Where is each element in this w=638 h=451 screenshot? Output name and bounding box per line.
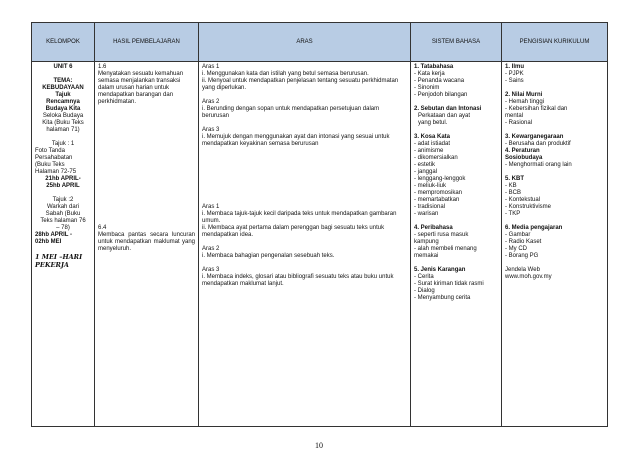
sistem-4-title: 4. Peribahasa bbox=[414, 225, 453, 231]
table-header-row bbox=[32, 23, 608, 62]
sistem-5-items: - Cerita - Surat kiriman tidak rasmi - Dialog - Menyambung cerita bbox=[414, 274, 484, 301]
pengisian-1-title: 1. Ilmu bbox=[505, 64, 525, 70]
header-sistem-bahasa: SISTEM BAHASA bbox=[411, 23, 502, 62]
lesson-plan-table bbox=[31, 22, 608, 427]
aras-2-title: Aras 2 bbox=[202, 99, 220, 105]
buku-ref: Seloka Budaya Kita (Buku Teks halaman 71) bbox=[42, 113, 84, 133]
header-pengisian-kurikulum: PENGISIAN KURIKULUM bbox=[502, 23, 608, 62]
sistem-bahasa-cell bbox=[411, 62, 502, 427]
sistem-4-items: - seperti rusa masuk kampung - alah membeli menang memakai bbox=[414, 232, 477, 259]
tajuk1-text: Foto Tanda Persahabatan (Buku Teks Halaman 72-75 bbox=[35, 148, 77, 175]
aras-1-text: i. Menggunakan kata dan istilah yang betul semasa berurusan. ii. Menyoal untuk mendapatkan penjelasan tentang sesuatu perkhidmatan yang diperlukan. bbox=[202, 71, 399, 91]
tema-label: TEMA: KEBUDAYAAN bbox=[42, 78, 84, 91]
aras-cell bbox=[199, 62, 411, 427]
aras-b1-text: i. Membaca tajuk-tajuk kecil daripada teks untuk mendapatkan gambaran umum. ii. Membaca ayat pertama dalam perenggan bagi sesuatu teks untuk mendapatkan idea. bbox=[202, 211, 397, 238]
pengisian-1-items: - PJPK - Sains bbox=[505, 71, 524, 84]
pengisian-6-items: - Gambar - Radio Kaset - My CD - Borang PG bbox=[505, 232, 542, 259]
pengisian-2-items: - Hemah tinggi - Kebersihan fizikal dan mental - Rasional bbox=[505, 99, 568, 126]
unit-label: UNIT 6 bbox=[53, 64, 73, 70]
sistem-1-items: - Kata kerja - Penanda wacana - Sinonim - Penjodoh bilangan bbox=[414, 71, 468, 98]
hasil-2-text: Membaca pantas secara luncuran untuk mendapatkan maklumat yang menyeluruh. bbox=[98, 232, 195, 252]
aras-b2-text: i. Membaca bahagian pengenalan sesebuah teks. bbox=[202, 253, 335, 259]
date-range-2: 28hb APRIL - 02hb MEI bbox=[35, 232, 73, 245]
pengisian-4-title: 4. Peraturan Sosiobudaya bbox=[505, 148, 543, 161]
header-kelompok: KELOMPOK bbox=[32, 23, 95, 62]
sistem-2-items: Perkataan dan ayat yang betul. bbox=[418, 113, 471, 126]
sistem-5-title: 5. Jenis Karangan bbox=[414, 267, 466, 273]
hasil-1-number: 1.6 bbox=[98, 64, 107, 70]
page-number: 10 bbox=[315, 441, 323, 450]
hari-pekerja-note: 1 MEI –HARI PEKERJA bbox=[35, 253, 83, 269]
aras-1-title: Aras 1 bbox=[202, 64, 220, 70]
date-range-1: 21hb APRIL- 25hb APRIL bbox=[45, 176, 81, 189]
hasil-2-number: 6.4 bbox=[98, 225, 107, 231]
tajuk1-label: Tajuk : 1 bbox=[51, 141, 75, 147]
header-aras: ARAS bbox=[199, 23, 411, 62]
aras-3-title: Aras 3 bbox=[202, 127, 220, 133]
pengisian-6-title: 6. Media pengajaran bbox=[505, 225, 563, 231]
pengisian-2-title: 2. Nilai Murni bbox=[505, 92, 543, 98]
header-hasil-pembelajaran: HASIL PEMBELAJARAN bbox=[95, 23, 199, 62]
website-link[interactable]: www.moh.gov.my bbox=[505, 274, 552, 280]
aras-2-text: i. Berunding dengan sopan untuk mendapatkan persetujuan dalam berurusan bbox=[202, 106, 380, 119]
pengisian-5-title: 5. KBT bbox=[505, 176, 525, 182]
kelompok-cell bbox=[32, 62, 95, 427]
jendela-web-label: Jendela Web bbox=[505, 267, 540, 273]
aras-b3-title: Aras 3 bbox=[202, 267, 220, 273]
sistem-3-title: 3. Kosa Kata bbox=[414, 134, 451, 140]
pengisian-cell bbox=[502, 62, 608, 427]
aras-b3-text: i. Membaca indeks, glosari atau bibliografi sesuatu teks atau buku untuk mendapatkan maklumat lanjut. bbox=[202, 274, 394, 287]
tajuk-title: Rencamnya Budaya Kita bbox=[45, 99, 81, 112]
sistem-1-title: 1. Tatabahasa bbox=[414, 64, 454, 70]
hasil-1-text: Menyatakan sesuatu kemahuan semasa menjalankan transaksi dalam urusan harian untuk mendapatkan barangan dan perkhidmatan. bbox=[98, 71, 184, 105]
pengisian-4-items: - Menghormati orang lain bbox=[505, 162, 572, 168]
pengisian-3-items: - Berusaha dan produktif bbox=[505, 141, 571, 147]
sistem-2-title: 2. Sebutan dan Intonasi bbox=[414, 106, 482, 112]
tajuk-label: Tajuk bbox=[55, 92, 71, 98]
aras-b1-title: Aras 1 bbox=[202, 204, 220, 210]
table-row bbox=[32, 62, 608, 427]
aras-b2-title: Aras 2 bbox=[202, 246, 220, 252]
aras-3-text: i. Memujuk dengan menggunakan ayat dan intonasi yang sesuai untuk mendapatkan keyakinan semasa berurusan bbox=[202, 134, 390, 147]
hasil-cell bbox=[95, 62, 199, 427]
tajuk2-text: Tajuk :2 Warkah dari Sabah (Buku Teks halaman 76 – 78) bbox=[40, 197, 86, 231]
pengisian-5-items: - KB - BCB - Kontekstual - Konstruktivisme - TKP bbox=[505, 183, 552, 217]
sistem-3-items: - adat istiadat - animisme - dikomersialkan - estetik - janggal - lenggang-lenggok - meliuk-liuk - mempromosikan - memartabatkan - tradisional - warisan bbox=[414, 141, 466, 217]
pengisian-3-title: 3. Kewarganegaraan bbox=[505, 134, 564, 140]
